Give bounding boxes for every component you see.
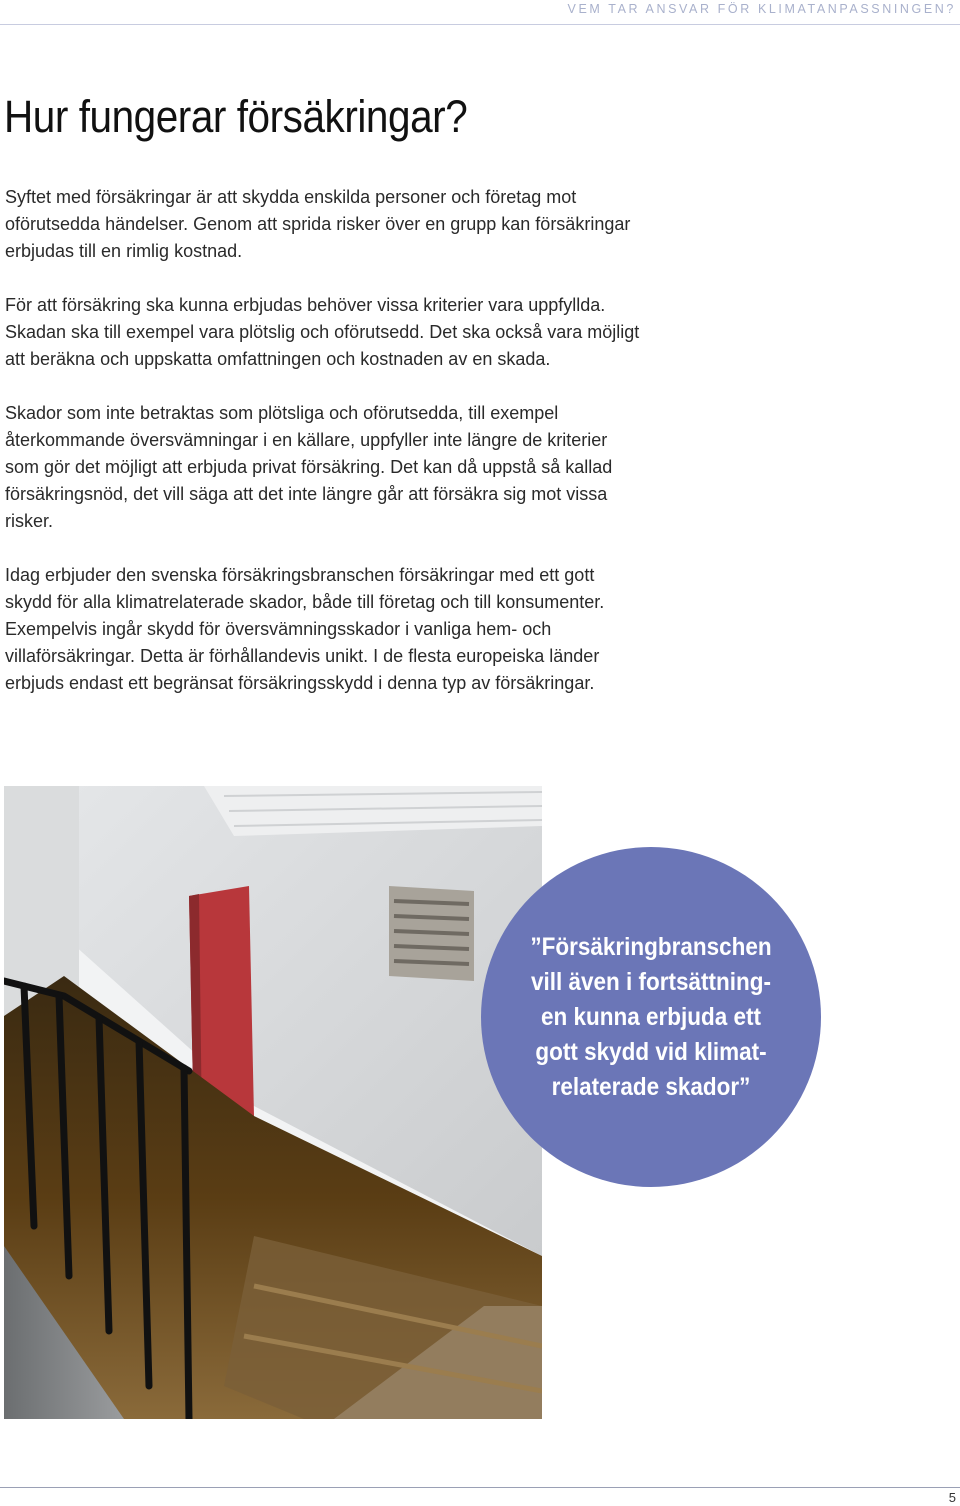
header-rule: [0, 24, 960, 25]
body-text: [5, 184, 645, 724]
footer-rule: [0, 1487, 960, 1488]
running-header: VEM TAR ANSVAR FÖR KLIMATANPASSNINGEN?: [567, 2, 956, 16]
paragraph-3: Skador som inte betraktas som plötsliga och oförutsedda, till exempel återkommande översvämningar i en källare, uppfyller inte längre de kriterier som gör det möjligt att erbjuda privat försäkring. Det kan då uppstå så kallad försäkringsnöd, det vill säga att det inte längre går att försäkra sig mot vissa risker.: [5, 403, 613, 531]
quote-circle: [481, 847, 821, 1187]
page-number: 5: [948, 1490, 956, 1505]
page-title: Hur fungerar försäkringar?: [4, 91, 468, 142]
paragraph-4: Idag erbjuder den svenska försäkringsbranschen försäkringar med ett gott skydd för alla klimatrelaterade skador, både till företag och till konsumenter. Exempelvis ingår skydd för översvämningsskador i vanliga hem- och villaförsäkringar. Detta är förhållandevis unikt. I de flesta europeiska länder erbjuds endast ett begränsat försäkringsskydd i denna typ av försäkringar.: [5, 565, 605, 693]
vent-grille: [389, 886, 474, 981]
flooded-basement-photo: [4, 786, 542, 1419]
pull-quote: ”Försäkringbranschen vill även i fortsättning- en kunna erbjuda ett gott skydd vid klimat- relaterade skador”: [530, 932, 772, 1101]
paragraph-1: Syftet med försäkringar är att skydda enskilda personer och företag mot oförutsedda händelser. Genom att sprida risker över en grupp kan försäkringar erbjudas till en rimlig kostnad.: [5, 187, 631, 261]
paragraph-2: För att försäkring ska kunna erbjudas behöver vissa kriterier vara uppfyllda. Skadan ska till exempel vara plötslig och oförutsedd. Det ska också vara möjligt att beräkna och uppskatta omfattningen och kostnaden av en skada.: [5, 295, 640, 369]
